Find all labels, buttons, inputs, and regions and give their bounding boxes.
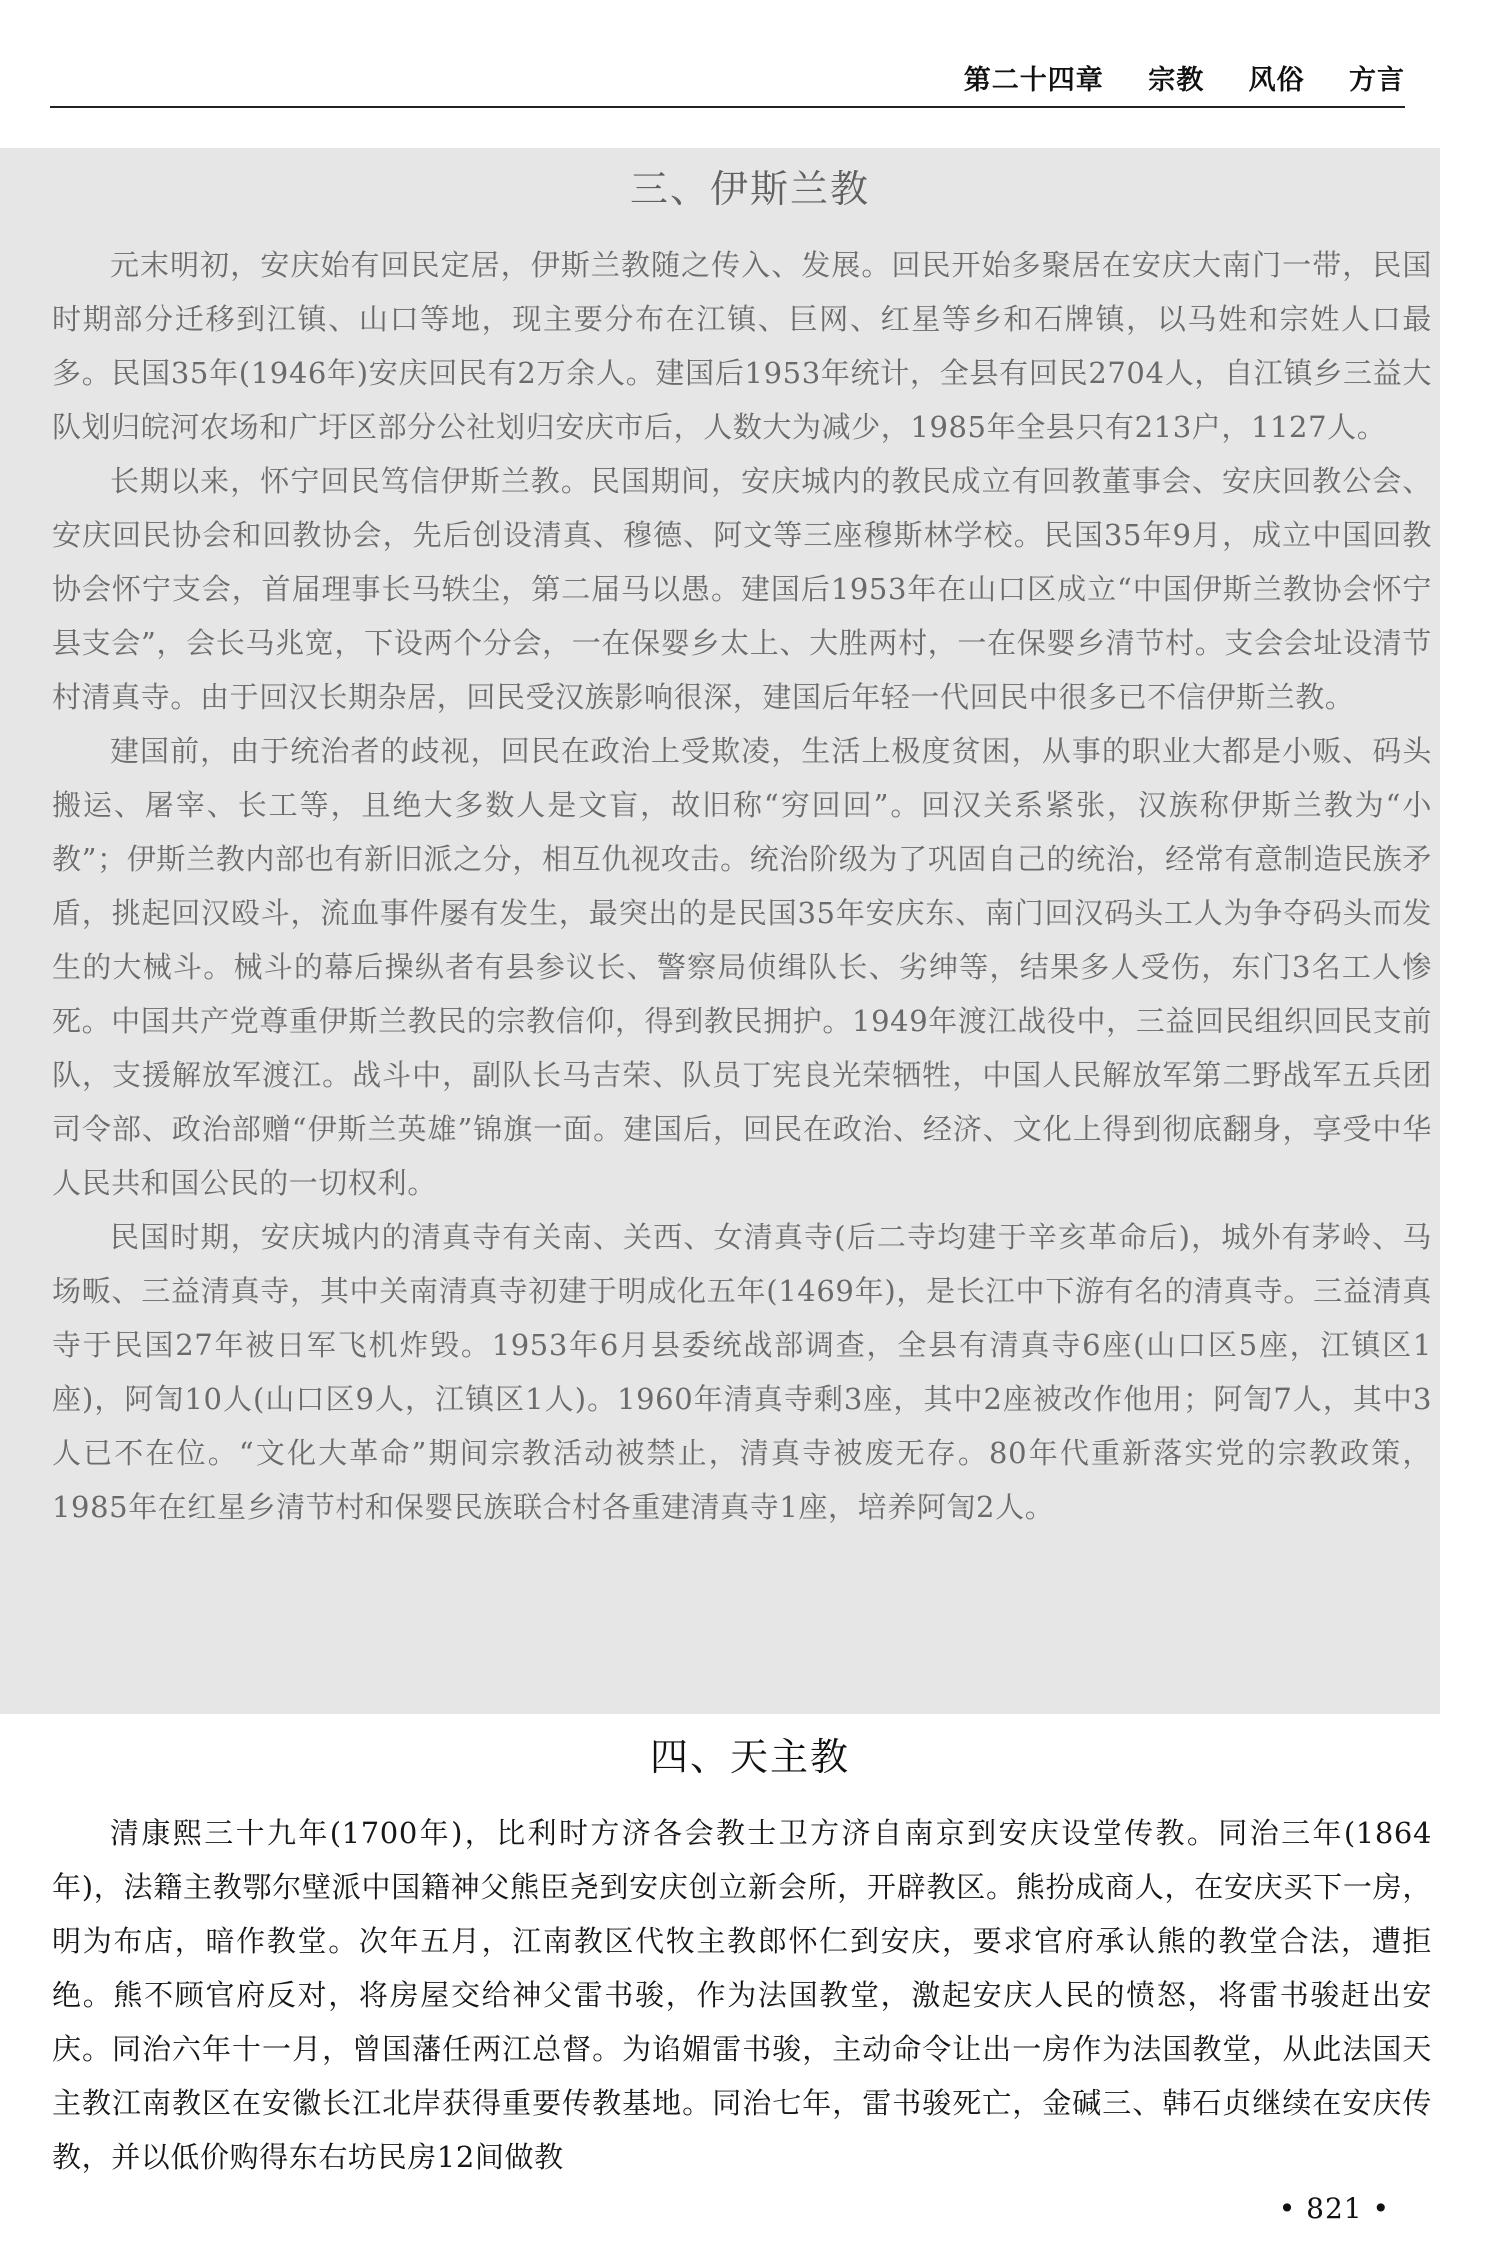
- running-header: 第二十四章 宗教 风俗 方言: [963, 65, 1405, 96]
- section-title-catholicism: 四、天主教: [649, 1735, 850, 1779]
- section-islam: [0, 162, 1500, 1534]
- page-number: • 821 •: [1278, 2192, 1390, 2225]
- section-body-islam: [52, 238, 1432, 1534]
- paragraph: 清康熙三十九年(1700年)，比利时方济各会教士卫方济自南京到安庆设堂传教。同治三年(1864年)，法籍主教鄂尔壁派中国籍神父熊臣尧到安庆创立新会所，开辟教区。熊扮成商人，在安庆买下一房，明为布店，暗作教堂。次年五月，江南教区代牧主教郎怀仁到安庆，要求官府承认熊的教堂合法，遭拒绝。熊不顾官府反对，将房屋交给神父雷书骏，作为法国教堂，激起安庆人民的愤怒，将雷书骏赶出安庆。同治六年十一月，曾国藩任两江总督。为谄媚雷书骏，主动命令让出一房作为法国教堂，从此法国天主教江南教区在安徽长江北岸获得重要传教基地。同治七年，雷书骏死亡，金碱三、韩石贞继续在安庆传教，并以低价购得东右坊民房12间做教: [52, 1816, 1432, 2174]
- paragraph: 元末明初，安庆始有回民定居，伊斯兰教随之传入、发展。回民开始多聚居在安庆大南门一带，民国时期部分迁移到江镇、山口等地，现主要分布在江镇、巨网、红星等乡和石牌镇，以马姓和宗姓人口最多。民国35年(1946年)安庆回民有2万余人。建国后1953年统计，全县有回民2704人，自江镇乡三益大队划归皖河农场和广圩区部分公社划归安庆市后，人数大为减少，1985年全县只有213户，1127人。: [52, 248, 1432, 444]
- header-rule: [50, 106, 1405, 108]
- section-body-catholicism: [52, 1806, 1432, 2184]
- paragraph: 建国前，由于统治者的歧视，回民在政治上受欺凌，生活上极度贫困，从事的职业大都是小贩、码头搬运、屠宰、长工等，且绝大多数人是文盲，故旧称“穷回回”。回汉关系紧张，汉族称伊斯兰教为“小教”；伊斯兰教内部也有新旧派之分，相互仇视攻击。统治阶级为了巩固自己的统治，经常有意制造民族矛盾，挑起回汉殴斗，流血事件屡有发生，最突出的是民国35年安庆东、南门回汉码头工人为争夺码头而发生的大械斗。械斗的幕后操纵者有县参议长、警察局侦缉队长、劣绅等，结果多人受伤，东门3名工人惨死。中国共产党尊重伊斯兰教民的宗教信仰，得到教民拥护。1949年渡江战役中，三益回民组织回民支前队，支援解放军渡江。战斗中，副队长马吉荣、队员丁宪良光荣牺牲，中国人民解放军第二野战军五兵团司令部、政治部赠“伊斯兰英雄”锦旗一面。建国后，回民在政治、经济、文化上得到彻底翻身，享受中华人民共和国公民的一切权利。: [52, 734, 1432, 1200]
- section-catholicism: [0, 1730, 1500, 2184]
- section-title-islam: 三、伊斯兰教: [629, 167, 870, 211]
- paragraph: 长期以来，怀宁回民笃信伊斯兰教。民国期间，安庆城内的教民成立有回教董事会、安庆回教公会、安庆回民协会和回教协会，先后创设清真、穆德、阿文等三座穆斯林学校。民国35年9月，成立中国回教协会怀宁支会，首届理事长马轶尘，第二届马以愚。建国后1953年在山口区成立“中国伊斯兰教协会怀宁县支会”，会长马兆宽，下设两个分会，一在保婴乡太上、大胜两村，一在保婴乡清节村。支会会址设清节村清真寺。由于回汉长期杂居，回民受汉族影响很深，建国后年轻一代回民中很多已不信伊斯兰教。: [52, 464, 1432, 714]
- paragraph: 民国时期，安庆城内的清真寺有关南、关西、女清真寺(后二寺均建于辛亥革命后)，城外有茅岭、马场畈、三益清真寺，其中关南清真寺初建于明成化五年(1469年)，是长江中下游有名的清真寺。三益清真寺于民国27年被日军飞机炸毁。1953年6月县委统战部调查，全县有清真寺6座(山口区5座，江镇区1座)，阿訇10人(山口区9人，江镇区1人)。1960年清真寺剩3座，其中2座被改作他用；阿訇7人，其中3人已不在位。“文化大革命”期间宗教活动被禁止，清真寺被废无存。80年代重新落实党的宗教政策，1985年在红星乡清节村和保婴民族联合村各重建清真寺1座，培养阿訇2人。: [52, 1220, 1432, 1524]
